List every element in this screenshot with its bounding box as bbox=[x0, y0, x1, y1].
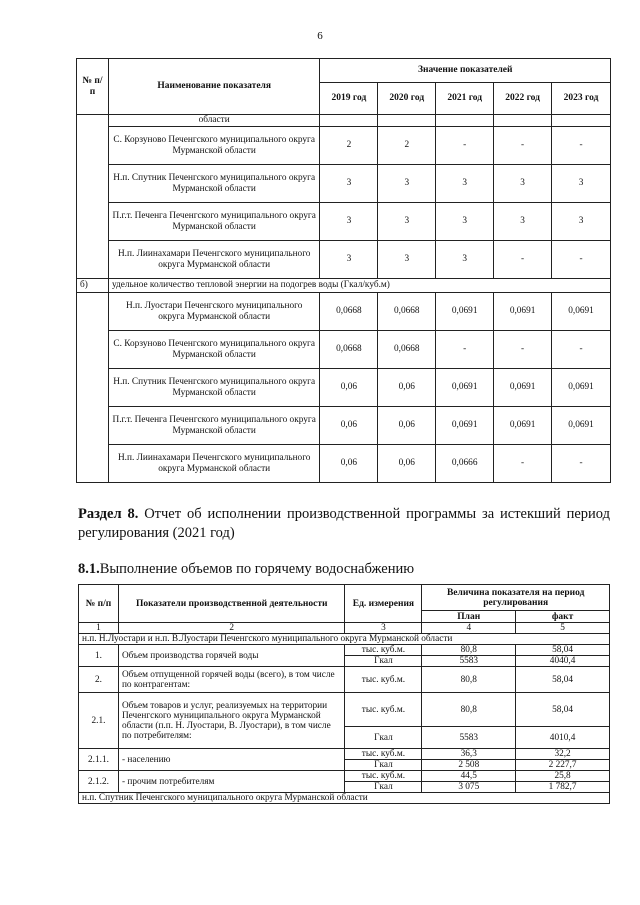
index-row: 1 2 3 4 5 bbox=[79, 623, 610, 634]
table-row: Н.п. Лиинахамари Печенгского муниципального округа Мурманской области 0,06 0,06 0,0666 - - bbox=[77, 445, 611, 483]
table-row: Гкал 5583 4040,4 bbox=[79, 656, 610, 667]
group-row: н.п. Спутник Печенгского муниципального округа Мурманской области bbox=[79, 793, 610, 804]
table-row: 2.1. Объем товаров и услуг, реализуемых на территории Печенгского муниципального округа Мурманской области (п.п. Н. Луостари, В. Луостари), в том числе по потребителям: тыс. куб.м. 80,8 58,04 bbox=[79, 693, 610, 727]
h-fact: факт bbox=[516, 611, 610, 623]
col-num-header: № п/п bbox=[77, 59, 109, 115]
year-header: 2019 год bbox=[320, 83, 378, 115]
page-number: 6 bbox=[317, 30, 323, 42]
section-8-heading bbox=[78, 505, 610, 543]
indicators-table bbox=[76, 58, 611, 483]
h-period: Величина показателя на период регулирования bbox=[422, 585, 610, 611]
table-row: С. Корзуново Печенгского муниципального округа Мурманской области 2 2 - - - bbox=[77, 127, 611, 165]
section-row: б) удельное количество тепловой энергии на подогрев воды (Гкал/куб.м) bbox=[77, 279, 611, 293]
year-header: 2020 год bbox=[378, 83, 436, 115]
table-row: Н.п. Луостари Печенгского муниципального округа Мурманской области 0,0668 0,0668 0,0691 0,0691 0,0691 bbox=[77, 293, 611, 331]
year-header: 2023 год bbox=[552, 83, 611, 115]
section-8-text: Отчет об исполнении производственной программы за истекший период регулирования (2021 год) bbox=[78, 506, 610, 541]
table-row: С. Корзуново Печенгского муниципального округа Мурманской области 0,0668 0,0668 - - - bbox=[77, 331, 611, 369]
table-row: 2.1.2. - прочим потребителям тыс. куб.м. 44,5 25,8 bbox=[79, 771, 610, 782]
table-row: Гкал 3 075 1 782,7 bbox=[79, 782, 610, 793]
year-header: 2022 год bbox=[494, 83, 552, 115]
section-8-1-text: Выполнение объемов по горячему водоснабжению bbox=[99, 561, 415, 577]
section-8-label: Раздел 8. bbox=[78, 506, 139, 522]
h-unit: Ед. измерения bbox=[345, 585, 422, 623]
year-header: 2021 год bbox=[436, 83, 494, 115]
hot-water-table bbox=[78, 584, 610, 804]
table-row: области bbox=[77, 115, 611, 127]
group-row: н.п. Н.Луостари и н.п. В.Луостари Печенгского муниципального округа Мурманской области bbox=[79, 634, 610, 645]
table-row: 2. Объем отпущенной горячей воды (всего), в том числе по контрагентам: тыс. куб.м. 80,8 58,04 bbox=[79, 667, 610, 693]
table-row: Н.п. Спутник Печенгского муниципального округа Мурманской области 0,06 0,06 0,0691 0,0691 0,0691 bbox=[77, 369, 611, 407]
h-num: № п/п bbox=[79, 585, 119, 623]
col-values-header: Значение показателей bbox=[320, 59, 611, 83]
h-plan: План bbox=[422, 611, 516, 623]
table-row: Гкал 2 508 2 227,7 bbox=[79, 760, 610, 771]
table-row: 1. Объем производства горячей воды тыс. куб.м. 80,8 58,04 bbox=[79, 645, 610, 656]
section-8-1-label: 8.1. bbox=[78, 561, 100, 577]
table-row: Н.п. Спутник Печенгского муниципального округа Мурманской области 3 3 3 3 3 bbox=[77, 165, 611, 203]
table-row: 2.1.1. - населению тыс. куб.м. 36,3 32,2 bbox=[79, 749, 610, 760]
table-row: П.г.т. Печенга Печенгского муниципального округа Мурманской области 3 3 3 3 3 bbox=[77, 203, 611, 241]
h-name: Показатели производственной деятельности bbox=[118, 585, 345, 623]
section-8-1-heading bbox=[78, 561, 414, 578]
table-row: П.г.т. Печенга Печенгского муниципального округа Мурманской области 0,06 0,06 0,0691 0,0691 0,0691 bbox=[77, 407, 611, 445]
table-row: Гкал 5583 4010,4 bbox=[79, 727, 610, 749]
table-row: Н.п. Лиинахамари Печенгского муниципального округа Мурманской области 3 3 3 - - bbox=[77, 241, 611, 279]
col-name-header: Наименование показателя bbox=[108, 59, 320, 115]
